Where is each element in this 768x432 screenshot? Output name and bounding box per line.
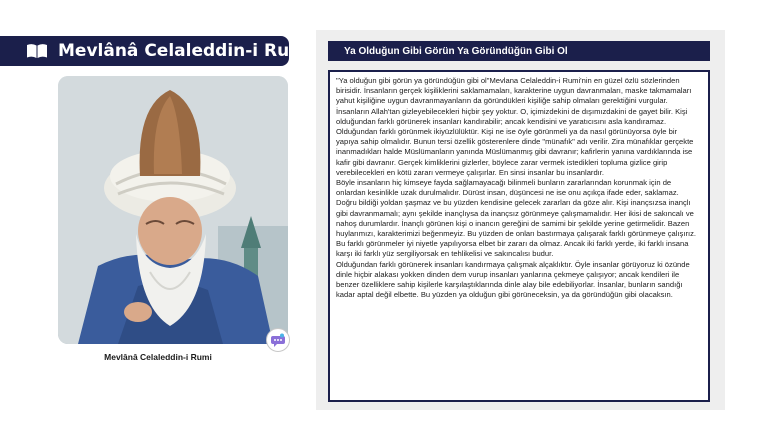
article-paragraph: Olduğundan farklı görünerek insanları kandırmaya çalışmak alçaklıktır. Öyle insanlar görüyoruz ki özünde dinle hiçbir alakası yokken dinden dem vurup insanları yanlarına çekmeye çalışıyor; ancak kendileri ile benzer özelliklere sahip kişilerle karşılaştıklarında dinle alay bile edebiliyorlar. İnsanlar, bunların sandığı kadar aptal değil elbette. Bu yüzden ya olduğun gibi görüneceksin, ya da göründüğün gibi olacaksın.	[336, 259, 690, 300]
article-paragraph: İnsanların Allah'tan gizleyebilecekleri hiçbir şey yoktur. O, içimizdekini de dışımızdakini de gayet bilir. Kişi olduğundan farklı görünerek insanları kandırabilir; ancak kendisini ve yaratıcısını asla kandıramaz. Olduğundan farklı görünmek ikiyüzlülüktür. Kişi ne ise öyle görünmeli ya da nasıl görünüyorsa öyle bir yapıya sahip olmalıdır. Bunun tersi özellik gösterenlere dinde "münafık" adı verilir. Zira münafıklar gerçekte inanmadıkları halde Müslümanların yanında Müslümanmış gibi davranır; kafirlerin yanına vardıklarında ise kafir gibi davranır. Gerçek kimliklerini gizlerler, böylece zarar vermek istedikleri topluma gizlice girip verebilecekleri en kötü zararı vermeye çalışırlar. En sinsi insanlar bu insanlardır.	[336, 106, 694, 177]
chat-bubble-icon	[266, 328, 290, 352]
article-paragraph: "Ya olduğun gibi görün ya göründüğün gibi ol"Mevlana Celaleddin-i Rumi'nin en güzel özlü sözlerinden birisidir. İnsanların gerçek kişiliklerini saklamamaları, karakterine uygun davranmaları, maske takmamaları yahut kişiliğine uygun davranmayanların da göründükleri kişiliğe sahip olmaları gerektiğini vurgular.	[336, 76, 692, 106]
page-title: Mevlânâ Celaleddin-i Rumi	[58, 41, 313, 61]
article-paragraph: Böyle insanların hiç kimseye fayda sağlamayacağı bilinmeli bunların zararlarından korunmak için de onlardan kesinlikle uzak durulmalıdır. Dürüst insan, düşüncesi ne ise onu açıkça ifade eder, saklamaz. Doğru bildiği yoldan şaşmaz ve bu yüzden kendisine gelecek zararları da göze alır. Kişi inançsızsa inançlı gibi davranmamalı; aynı şekilde inançlıysa da inançsız görünmeye çalışmamalıdır. Her ikisi de sakıncalı ve nahoş durumlardır. İnançlı görünen kişi o inancın gereğini de samimi bir şekilde yerine getirmelidir. Bazen huylarımızı, karakterimizi beğenmeyiz. Bu yüzden de onları bastırmaya çalışarak farklı görünmeye çalışırız. Bu farklı görünmeler iyi niyetle yapılıyorsa elbet bir zararı da olmaz. Ancak iki farklı yerde, iki farklı insana karşı iki farklı yüz sergiliyorsak en tehlikelisi ve sakıncalısı budur.	[336, 178, 697, 259]
portrait-image	[58, 76, 288, 344]
article-text-box	[328, 70, 710, 402]
section-heading: Ya Olduğun Gibi Görün Ya Göründüğün Gibi Ol	[344, 45, 568, 57]
book-icon	[26, 43, 48, 59]
left-panel	[0, 0, 316, 432]
section-heading-bar	[328, 41, 710, 61]
portrait-caption: Mevlânâ Celaleddin-i Rumi	[104, 352, 212, 362]
title-banner	[0, 36, 313, 66]
